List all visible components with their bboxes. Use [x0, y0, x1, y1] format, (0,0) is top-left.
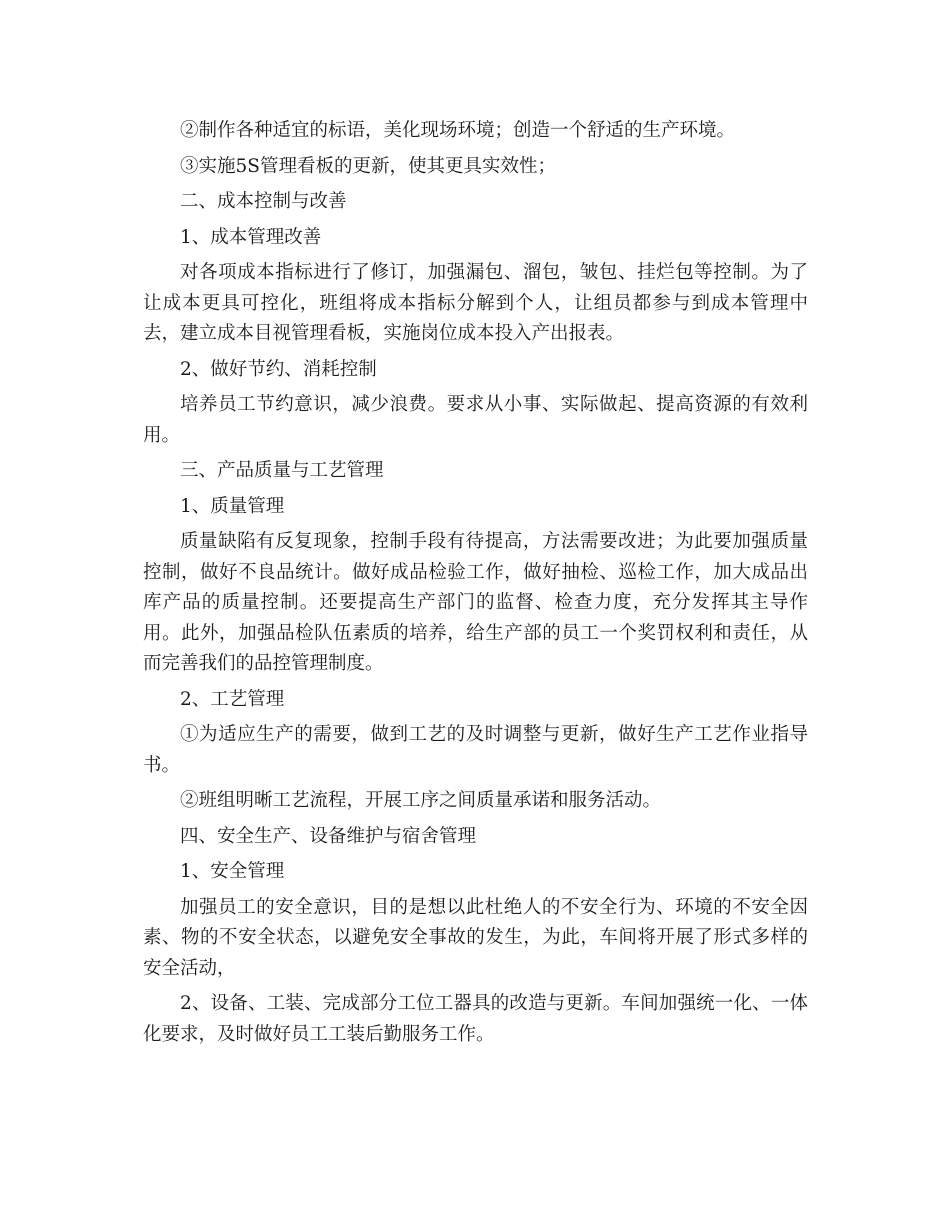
paragraph-safety-management: 加强员工的安全意识，目的是想以此杜绝人的不安全行为、环境的不安全因素、物的不安全状态，以避免安全事故的发生，为此，车间将开展了形式多样的安全活动， — [143, 896, 808, 979]
subheading-safety-management: 1、安全管理 — [180, 861, 285, 882]
subheading-savings: 2、做好节约、消耗控制 — [180, 358, 377, 380]
list-item-process-flow: ②班组明晰工艺流程，开展工序之间质量承诺和服务活动。 — [180, 790, 662, 811]
section-heading-quality: 三、产品质量与工艺管理 — [180, 460, 384, 481]
section-heading-safety: 四、安全生产、设备维护与宿舍管理 — [180, 825, 477, 847]
list-item-process-update: ①为适应生产的需要，做到工艺的及时调整与更新，做好生产工艺作业指导书。 — [143, 724, 808, 776]
subheading-process-management: 2、工艺管理 — [180, 688, 285, 710]
paragraph-cost-management: 对各项成本指标进行了修订，加强漏包、溜包，皱包、挂烂包等控制。为了让成本更具可控化，班组将成本指标分解到个人，让组员都参与到成本管理中去，建立成本目视管理看板，实施岗位成本投入产出报表。 — [143, 262, 808, 344]
paragraph-quality-management: 质量缺陷有反复现象，控制手段有待提高，方法需要改进；为此要加强质量控制，做好不良品统计。做好成品检验工作，做好抽检、巡检工作，加大成品出库产品的质量控制。还要提高生产部门的监督、检查力度，充分发挥其主导作用。此外，加强品检队伍素质的培养，给生产部的员工一个奖罚权利和责任，从而完善我们的品控管理制度。 — [143, 531, 808, 674]
subheading-quality-management: 1、质量管理 — [180, 495, 285, 517]
paragraph-savings: 培养员工节约意识，减少浪费。要求从小事、实际做起、提高资源的有效利用。 — [143, 394, 808, 446]
document-body — [143, 116, 808, 1055]
paragraph-equipment: 2、设备、工装、完成部分工位工器具的改造与更新。车间加强统一化、一体化要求，及时做好员工工装后勤服务工作。 — [143, 993, 808, 1045]
section-heading-cost: 二、成本控制与改善 — [180, 191, 347, 212]
list-item-slogans: ②制作各种适宜的标语，美化现场环境；创造一个舒适的生产环境。 — [180, 120, 736, 141]
subheading-cost-management: 1、成本管理改善 — [180, 226, 322, 248]
list-item-5s-board: ③实施5S管理看板的更新，使其更具实效性； — [180, 155, 556, 177]
